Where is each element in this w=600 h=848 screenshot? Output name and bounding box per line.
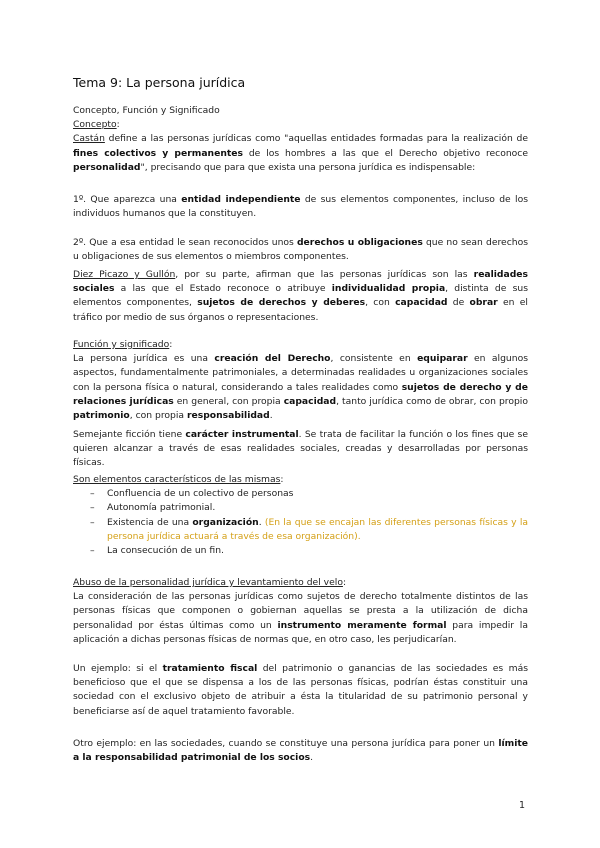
abuso-section: Abuso de la personalidad jurídica y levantamiento del velo: La consideración de las personas jurídicas como sujetos de derecho totalmente distintos de las personas físicas que componen o gobiernan aquellas se presta a la utilización de dicha personalidad por éstas últimas como un instrumento meramente formal para impedir la aplicación a dichas personas físicas de normas que, en otro caso, les perjudicarían.	[73, 576, 528, 647]
ficcion-paragraph: Semejante ficción tiene carácter instrumental. Se trata de facilitar la función o los fines que se quieren alcanzar a través de esas realidades sociales, creadas y desarrolladas por personas físicas.	[73, 429, 529, 469]
page-number: 1	[519, 800, 526, 811]
ejemplo-2-paragraph: Otro ejemplo: en las sociedades, cuando se constituye una persona jurídica para poner un límite a la responsabilidad patrimonial de los socios.	[73, 738, 528, 764]
elementos-section: Son elementos característicos de las mismas: – Confluencia de un colectivo de personas – Autonomía patrimonial. – Existencia de una organización. (En la que se encajan las diferentes personas físicas y la persona jurídica actuará a través de esa organización). – La consecución de un fin.	[73, 473, 528, 558]
castan-paragraph: Castán define a las personas jurídicas como "aquellas entidades formadas para la realización de fines colectivos y permanentes de los hombres a las que el Derecho objetivo reconoce personalidad", precisando que para que exista una persona jurídica es indispensable:	[73, 133, 528, 173]
ejemplo-1-paragraph: Un ejemplo: si el tratamiento fiscal del patrimonio o ganancias de las sociedades es más beneficioso que el que se dispensa a los de las personas físicas, podrían éstas constituir una sociedad con el exclusivo objeto de atribuir a ésta la titularidad de su patrimonio personal y beneficiarse así de aquel tratamiento favorable.	[73, 663, 528, 717]
diez-picazo-paragraph: Diez Picazo y Gullón, por su parte, afirman que las personas jurídicas son las realidades sociales a las que el Estado reconoce o atribuye individualidad propia, distinta de sus elementos componentes, sujetos de derechos y deberes, con capacidad de obrar en el tráfico por medio de sus órganos o representaciones.	[73, 269, 528, 323]
section-heading: Concepto, Función y Significado	[73, 105, 220, 116]
list-item: – Autonomía patrimonial.	[73, 501, 528, 515]
list-item: – La consecución de un fin.	[73, 544, 528, 558]
abuso-paragraph: La consideración de las personas jurídicas como sujetos de derecho totalmente distintos de las personas físicas que componen o gobiernan aquellas se presta a la utilización de dicha personalidad por éstas últimas como un instrumento meramente formal para impedir la aplicación a dichas personas físicas de normas que, en otro caso, les perjudicarían.	[73, 591, 528, 645]
author-diez-picazo: Diez Picazo y Gullón	[73, 269, 176, 280]
list-item: – Existencia de una organización. (En la que se encajan las diferentes personas físicas y la persona jurídica actuará a través de esa organización).	[73, 516, 528, 544]
concept-section: Concepto, Función y Significado Concepto: Castán define a las personas jurídicas como "aquellas entidades formadas para la realización de fines colectivos y permanentes de los hombres a las que el Derecho objetivo reconoce personalidad", precisando que para que exista una persona jurídica es indispensable:	[73, 104, 528, 175]
requirement-1: 1º. Que aparezca una entidad independiente de sus elementos componentes, incluso de los individuos humanos que la constituyen.	[73, 194, 528, 220]
author-castan: Castán	[73, 133, 105, 145]
organization-note: (En la que se encajan las diferentes personas físicas y la persona jurídica actuará a través de esa organización).	[107, 516, 529, 542]
list-item: – Confluencia de un colectivo de personas	[73, 487, 528, 501]
elementos-label: Son elementos característicos de las mismas	[73, 474, 281, 485]
page-title: Tema 9: La persona jurídica	[73, 75, 246, 90]
funcion-section: Función y significado: La persona jurídica es una creación del Derecho, consistente en equiparar en algunos aspectos, fundamentalmente patrimoniales, a determinadas realidades u organizaciones sociales con la persona física o natural, considerando a tales realidades como sujetos de derecho y de relaciones jurídicas en general, con propia capacidad, tanto jurídica como de obrar, con propio patrimonio, con propia responsabilidad.	[73, 338, 528, 423]
requirement-2: 2º. Que a esa entidad le sean reconocidos unos derechos u obligaciones que no sean derechos u obligaciones de sus elementos o miembros componentes.	[73, 237, 528, 263]
concepto-label: Concepto	[73, 119, 117, 131]
funcion-paragraph: La persona jurídica es una creación del Derecho, consistente en equiparar en algunos aspectos, fundamentalmente patrimoniales, a determinadas realidades u organizaciones sociales con la persona física o natural, considerando a tales realidades como sujetos de derecho y de relaciones jurídicas en general, con propia capacidad, tanto jurídica como de obrar, con propio patrimonio, con propia responsabilidad.	[73, 353, 528, 422]
funcion-label: Función y significado	[73, 339, 170, 350]
abuso-label: Abuso de la personalidad jurídica y levantamiento del velo	[73, 577, 343, 588]
